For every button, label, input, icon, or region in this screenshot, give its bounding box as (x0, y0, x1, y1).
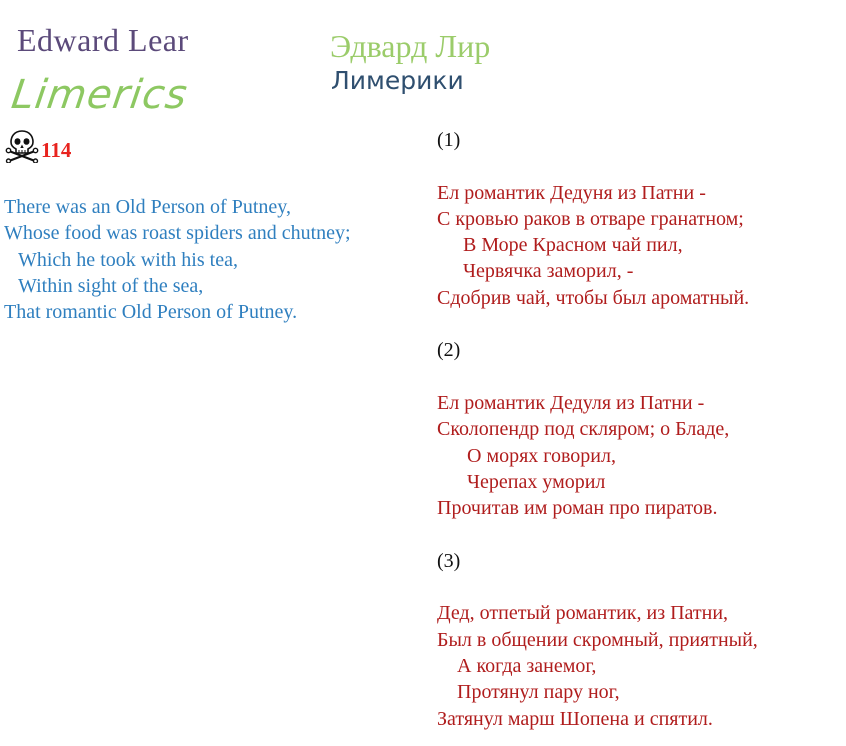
poem-line: С кровью раков в отваре гранатном; (437, 207, 744, 230)
poem-line: Сдобрив чай, чтобы был ароматный. (437, 286, 750, 309)
poem-line: Протянул пару ног, (457, 681, 620, 704)
poem-line: Червячка заморил, - (463, 260, 634, 283)
poem-line: Ел романтик Дедуня из Патни - (437, 181, 706, 204)
poem-line: В Море Красном чай пил, (463, 234, 683, 257)
poem-line: That romantic Old Person of Putney. (4, 301, 298, 324)
spacer (437, 574, 758, 600)
title-russian: Эдвард Лир (330, 28, 491, 64)
poem-line: А когда занемог, (457, 654, 597, 677)
poem-line: Within sight of the sea, (18, 274, 204, 297)
subtitle-russian: Лимерики (331, 66, 464, 95)
spacer (437, 311, 758, 337)
poem-line: Черепах уморил (467, 470, 606, 493)
poem-line: Сколопендр под скляром; о Бладе, (437, 418, 730, 441)
skull-crossbones-icon (5, 129, 39, 163)
poem-line: Which he took with his tea, (18, 248, 238, 271)
english-limerick (4, 194, 351, 325)
subtitle-english: Limerics (8, 72, 191, 118)
poem-line: Был в общении скромный, приятный, (437, 628, 758, 651)
poem-line: Whose food was roast spiders and chutney; (4, 222, 351, 245)
poem-line: Ел романтик Дедуля из Патни - (437, 391, 705, 414)
spacer (437, 364, 758, 390)
translation-label: (3) (437, 549, 461, 572)
poem-line: Затянул марш Шопена и спятил. (437, 707, 713, 730)
poem-line: О морях говорил, (467, 444, 616, 467)
translation-label: (1) (437, 129, 461, 151)
poem-line: There was an Old Person of Putney, (4, 196, 291, 218)
spacer (437, 153, 758, 179)
poem-line: Дед, отпетый романтик, из Патни, (437, 602, 729, 625)
poem-line: Прочитав им роман про пиратов. (437, 497, 718, 520)
limerick-number: 114 (41, 138, 72, 162)
spacer (437, 521, 758, 547)
title-english: Edward Lear (17, 22, 189, 58)
translation-label: (2) (437, 339, 461, 362)
limerick-number-badge (5, 127, 71, 163)
russian-translations (437, 127, 758, 732)
